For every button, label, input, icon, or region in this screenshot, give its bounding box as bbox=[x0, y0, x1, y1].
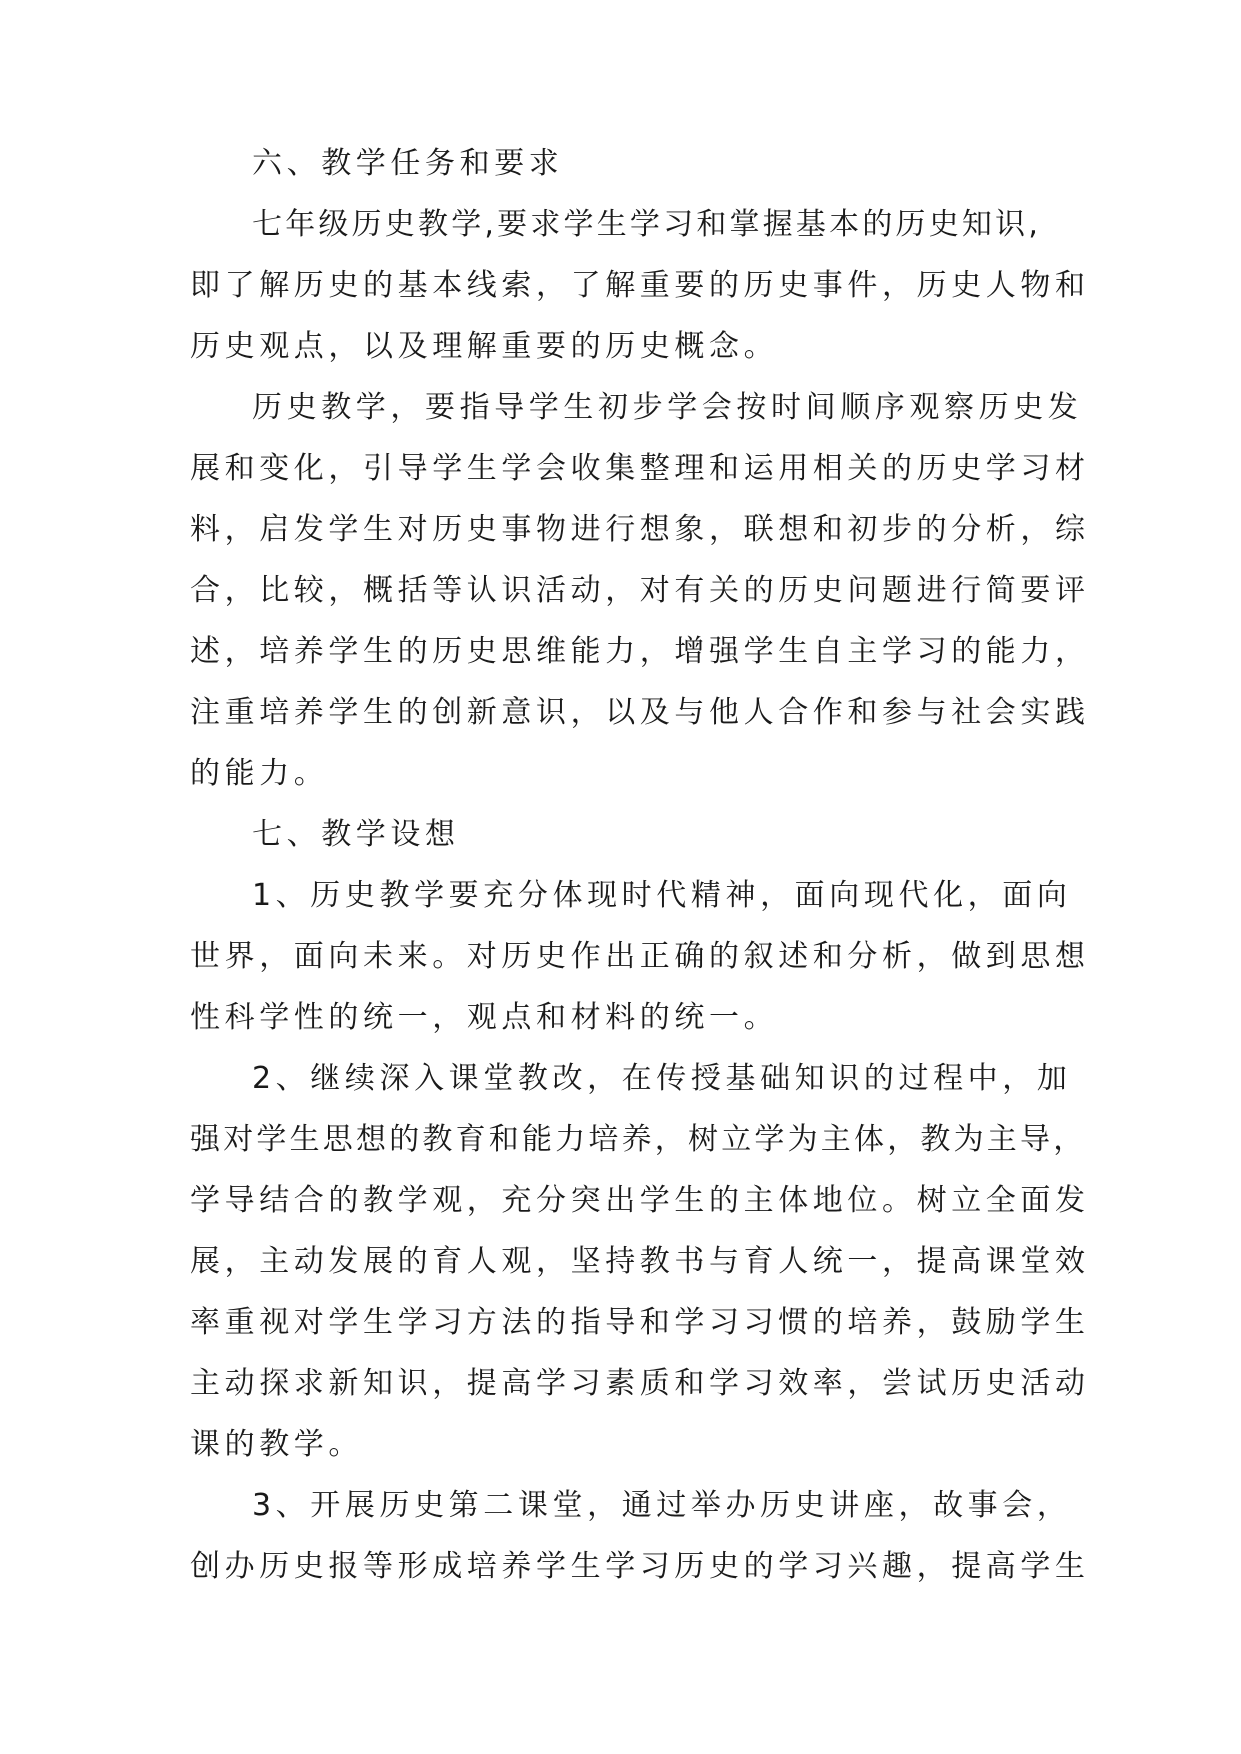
paragraph-line: 率重视对学生学习方法的指导和学习习惯的培养，鼓励学生 bbox=[190, 1305, 1090, 1340]
paragraph-line: 2、继续深入课堂教改，在传授基础知识的过程中，加 bbox=[252, 1061, 1072, 1096]
section-heading-7: 七、教学设想 bbox=[252, 817, 460, 852]
paragraph-line: 历史观点，以及理解重要的历史概念。 bbox=[190, 329, 779, 364]
paragraph-line: 1、历史教学要充分体现时代精神，面向现代化，面向 bbox=[252, 878, 1072, 913]
paragraph-line: 即了解历史的基本线索，了解重要的历史事件，历史人物和 bbox=[190, 268, 1090, 303]
paragraph-line: 历史教学，要指导学生初步学会按时间顺序观察历史发 bbox=[252, 390, 1083, 425]
paragraph-line: 展和变化，引导学生学会收集整理和运用相关的历史学习材 bbox=[190, 451, 1090, 486]
paragraph-line: 主动探求新知识，提高学习素质和学习效率，尝试历史活动 bbox=[190, 1366, 1090, 1401]
paragraph-line: 注重培养学生的创新意识，以及与他人合作和参与社会实践 bbox=[190, 695, 1090, 730]
paragraph-line: 3、开展历史第二课堂，通过举办历史讲座，故事会， bbox=[252, 1488, 1072, 1523]
paragraph-line: 述，培养学生的历史思维能力，增强学生自主学习的能力， bbox=[190, 634, 1090, 669]
paragraph-line: 的能力。 bbox=[190, 756, 329, 791]
paragraph-line: 课的教学。 bbox=[190, 1427, 363, 1462]
paragraph-line: 性科学性的统一，观点和材料的统一。 bbox=[190, 1000, 779, 1035]
section-heading-6: 六、教学任务和要求 bbox=[252, 146, 564, 181]
paragraph-line: 合，比较，概括等认识活动，对有关的历史问题进行简要评 bbox=[190, 573, 1090, 608]
paragraph-line: 强对学生思想的教育和能力培养，树立学为主体，教为主导， bbox=[190, 1122, 1087, 1157]
paragraph-line: 展，主动发展的育人观，坚持教书与育人统一，提高课堂效 bbox=[190, 1244, 1090, 1279]
paragraph-line: 创办历史报等形成培养学生学习历史的学习兴趣，提高学生 bbox=[190, 1549, 1090, 1584]
paragraph-line: 世界，面向未来。对历史作出正确的叙述和分析，做到思想 bbox=[190, 939, 1090, 974]
paragraph-line: 料，启发学生对历史事物进行想象，联想和初步的分析，综 bbox=[190, 512, 1090, 547]
paragraph-line: 七年级历史教学,要求学生学习和掌握基本的历史知识, bbox=[252, 207, 1042, 242]
paragraph-line: 学导结合的教学观，充分突出学生的主体地位。树立全面发 bbox=[190, 1183, 1090, 1218]
